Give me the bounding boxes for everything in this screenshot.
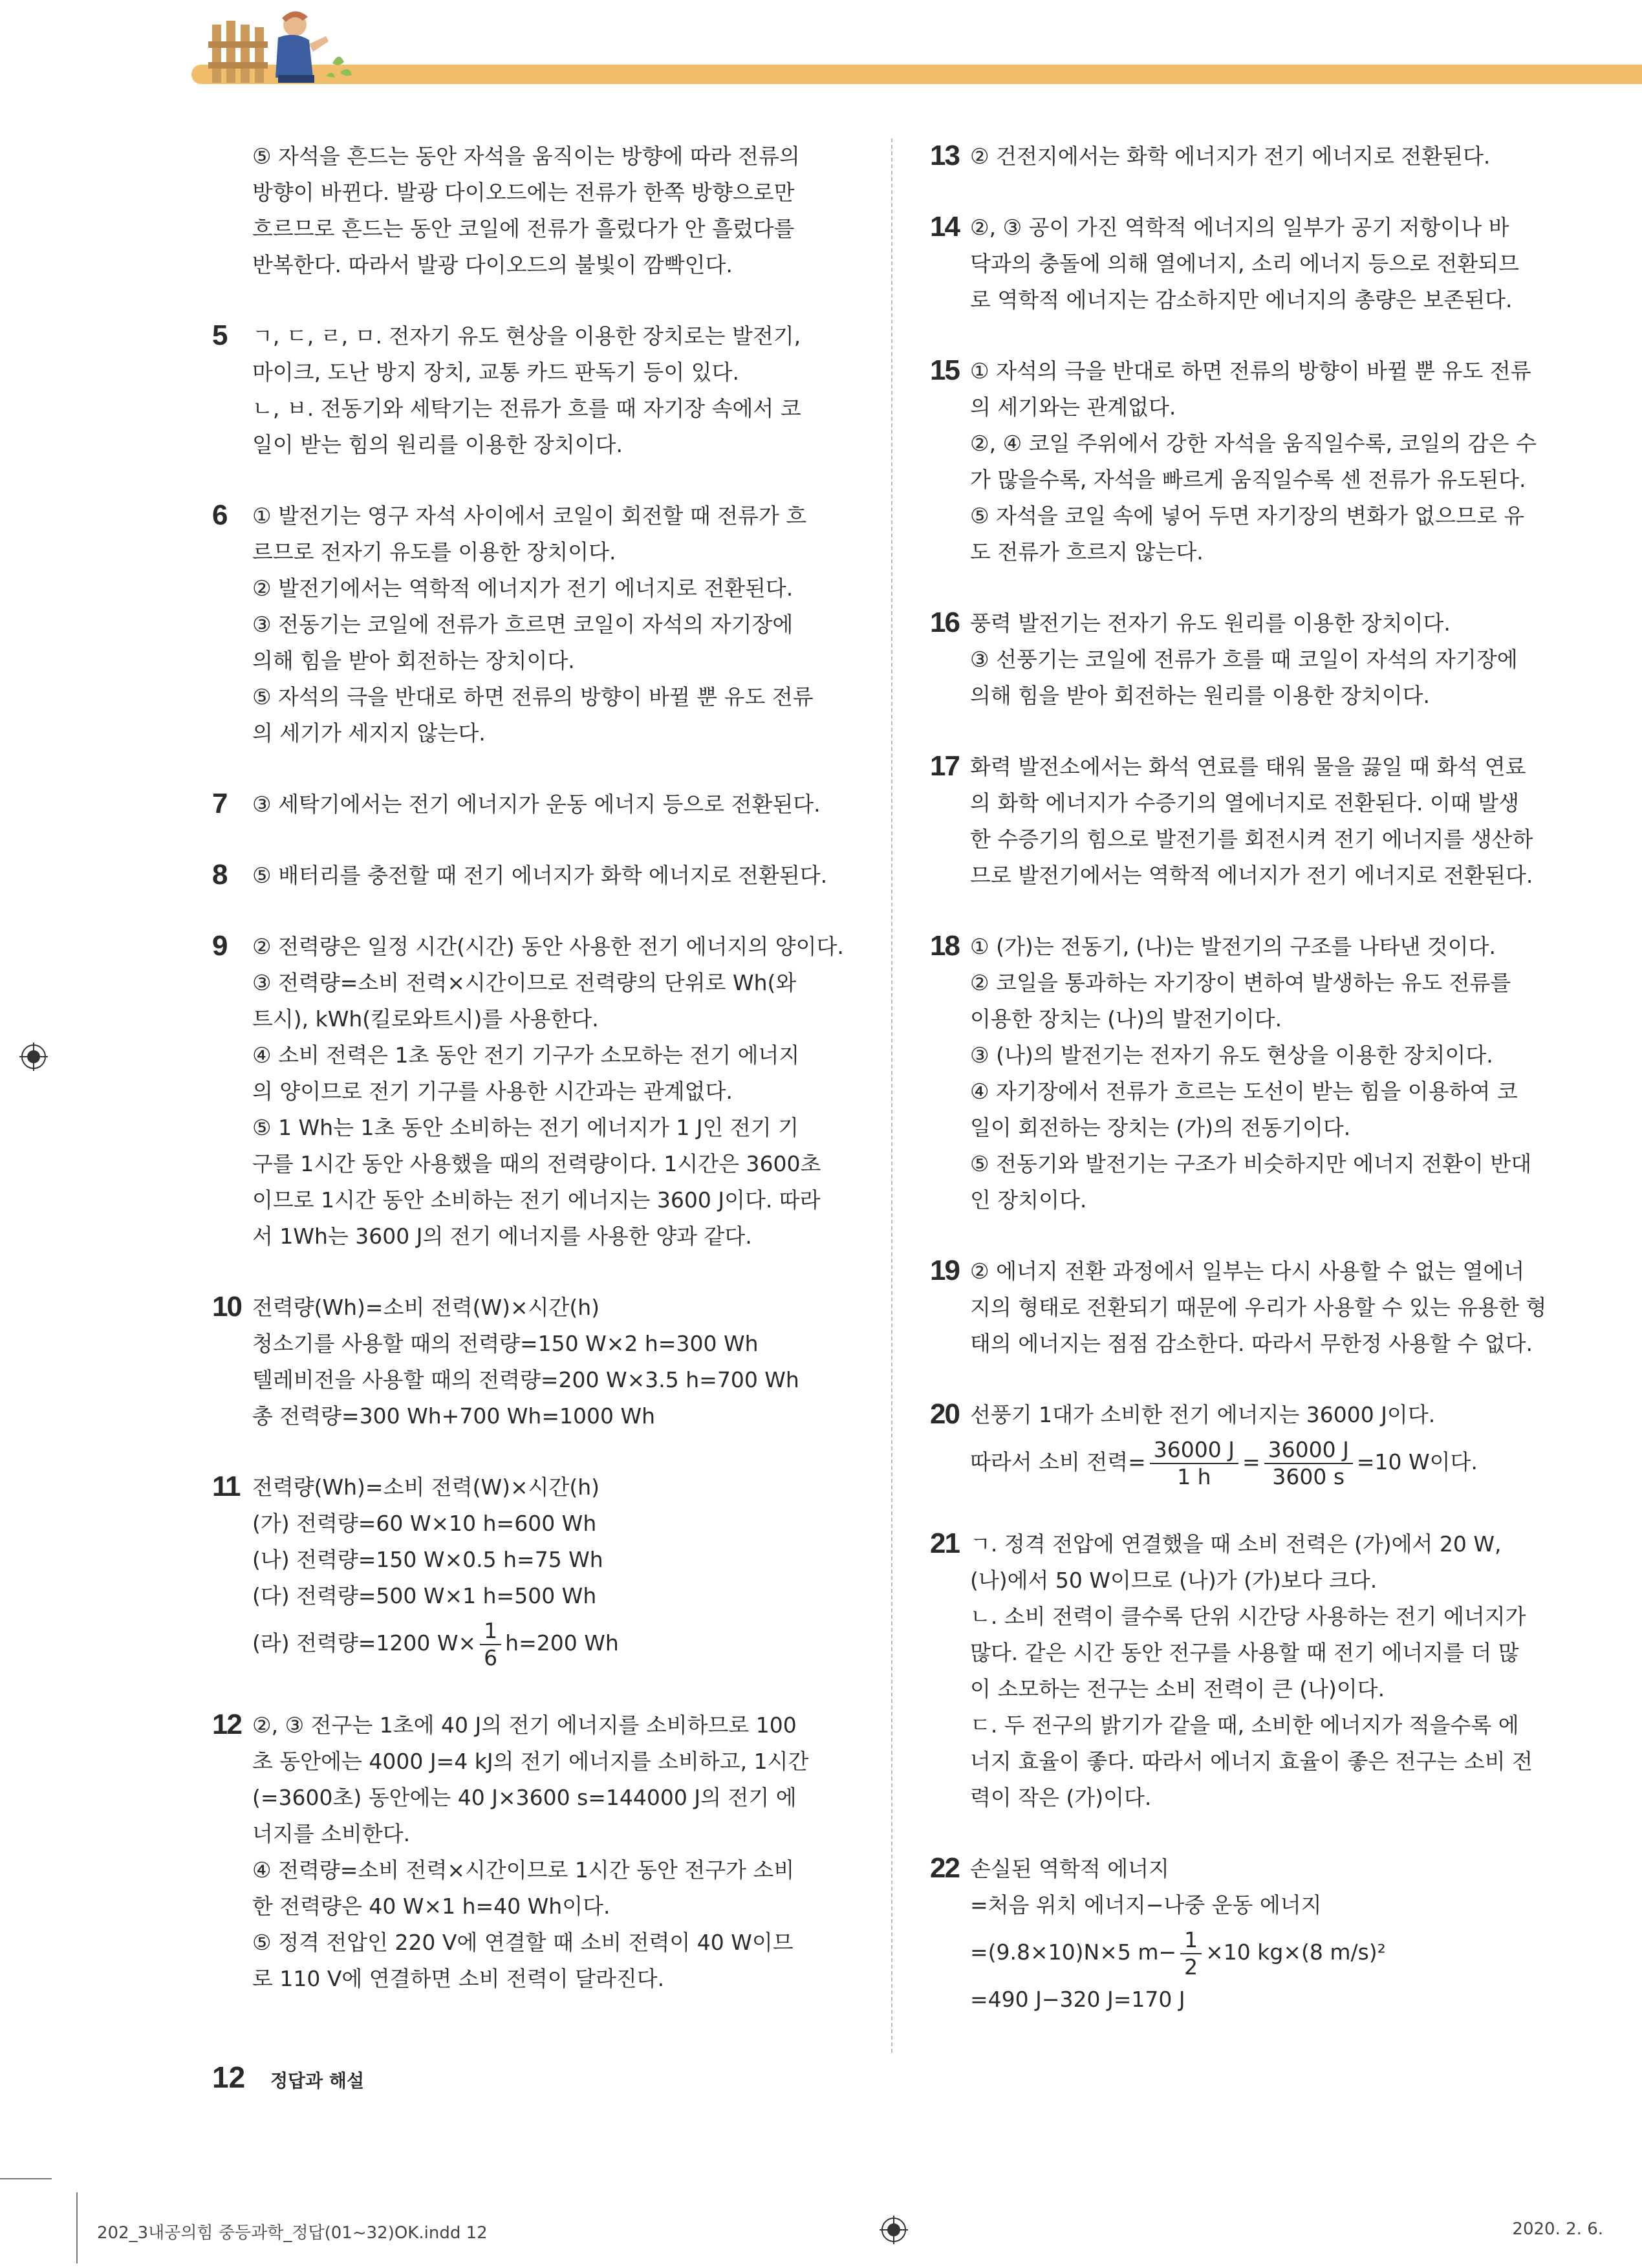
page-number: 12 bbox=[212, 2060, 246, 2094]
item-number: 8 bbox=[212, 859, 227, 891]
answer-item-4-cont: ⑤ 자석을 흔드는 동안 자석을 움직이는 방향에 따라 전류의 방향이 바뀐다. 발광 다이오드에는 전류가 한쪽 방향으로만 흐르므로 흔드는 동안 코일에 전류가 흘렀다가 안 흘렀다를 반복한다. 따라서 발광 다이오드의 불빛이 깜빡인다. bbox=[252, 144, 800, 277]
item-number: 21 bbox=[930, 1528, 959, 1559]
column-divider bbox=[891, 138, 892, 2053]
answer-item-13: 13 ② 건전지에서는 화학 에너지가 전기 에너지로 전환된다. bbox=[930, 140, 1491, 171]
item-number: 20 bbox=[930, 1398, 959, 1430]
fraction: $\frac{36000 J}{3600 s}$ bbox=[1264, 1437, 1353, 1490]
crop-mark bbox=[76, 2192, 78, 2263]
item-number: 9 bbox=[212, 930, 227, 962]
item-number: 5 bbox=[212, 319, 227, 351]
item-number: 11 bbox=[212, 1471, 240, 1502]
fraction: $\frac{36000 J}{1 h}$ bbox=[1150, 1437, 1238, 1490]
answer-item-19: 19 ② 에너지 전환 과정에서 일부는 다시 사용할 수 없는 열에너 지의 형태로 전환되기 때문에 우리가 사용할 수 있는 유용한 형 태의 에너지는 점점 감소한다. 따라서 무한정 사용할 수 없다. bbox=[930, 1255, 1547, 1356]
answer-item-18: 18 ① (가)는 전동기, (나)는 발전기의 구조를 나타낸 것이다. ② 코일을 통과하는 자기장이 변하여 발생하는 유도 전류를 이용한 장치는 (나)의 발전기이다. ③ (나)의 발전기는 전자기 유도 현상을 이용한 장치이다. ④ 자기장에서 전류가 흐르는 도선이 받는 힘을 이용하여 코 일이 회전하는 장치는 (가)의 전동기이다. ⑤ 전동기와 발전기는 구조가 비슷하지만 에너지 전환이 반대 인 장치이다. bbox=[930, 930, 1532, 1213]
footer-label: 정답과 해설 bbox=[270, 2070, 364, 2091]
item-number: 15 bbox=[930, 354, 959, 386]
answer-item-11: 11 전력량(Wh)=소비 전력(W)×시간(h) (가) 전력량=60 W×10 h=600 Wh (나) 전력량=150 W×0.5 h=75 Wh (다) 전력량=500 W×1 h=500 Wh (라) 전력량=1200 W× $\frac{1}{6}$ h=200 Wh bbox=[212, 1469, 852, 1672]
fraction-line: =(9.8×10)N×5 m− $\frac{1}{2}$ ×10 kg×(8 m/s)² bbox=[970, 1927, 1386, 1980]
answer-item-7: 7 ③ 세탁기에서는 전기 에너지가 운동 에너지 등으로 전환된다. bbox=[212, 788, 821, 819]
answer-item-10: 10 전력량(Wh)=소비 전력(W)×시간(h) 청소기를 사용할 때의 전력량=150 W×2 h=300 Wh 텔레비전을 사용할 때의 전력량=200 W×3.5 h=700 Wh 총 전력량=300 Wh+700 Wh=1000 Wh bbox=[212, 1291, 799, 1429]
item-number: 22 bbox=[930, 1852, 959, 1884]
answer-item-8: 8 ⑤ 배터리를 충전할 때 전기 에너지가 화학 에너지로 전환된다. bbox=[212, 859, 828, 891]
answer-item-20: 20 선풍기 1대가 소비한 전기 에너지는 36000 J이다. 따라서 소비 전력= $\frac{36000 J}{1 h}$ = $\frac{36000 J}{3600 s}$ =10 W이다. bbox=[930, 1397, 1577, 1491]
header-accent-bar bbox=[191, 65, 1642, 84]
item-number: 6 bbox=[212, 499, 227, 531]
item-number: 13 bbox=[930, 140, 959, 171]
answer-item-16: 16 풍력 발전기는 전자기 유도 원리를 이용한 장치이다. ③ 선풍기는 코일에 전류가 흐를 때 코일이 자석의 자기장에 의해 힘을 받아 회전하는 원리를 이용한 장치이다. bbox=[930, 607, 1518, 708]
answer-item-6: 6 ① 발전기는 영구 자석 사이에서 코일이 회전할 때 전류가 흐 르므로 전자기 유도를 이용한 장치이다. ② 발전기에서는 역학적 에너지가 전기 에너지로 전환된다. ③ 전동기는 코일에 전류가 흐르면 코일이 자석의 자기장에 의해 힘을 받아 회전하는 장치이다. ⑤ 자석의 극을 반대로 하면 전류의 방향이 바뀔 뿐 유도 전류 의 세기가 세지지 않는다. bbox=[212, 499, 814, 746]
fraction-line: 따라서 소비 전력= $\frac{36000 J}{1 h}$ = $\frac{36000 J}{3600 s}$ =10 W이다. bbox=[970, 1436, 1478, 1489]
slug-date: 2020. 2. 6. bbox=[1512, 2219, 1603, 2239]
item-number: 19 bbox=[930, 1255, 959, 1286]
answer-item-14: 14 ②, ③ 공이 가진 역학적 에너지의 일부가 공기 저항이나 바 닥과의 충돌에 의해 열에너지, 소리 에너지 등으로 전환되므 로 역학적 에너지는 감소하지만 에너지의 총량은 보존된다. bbox=[930, 211, 1519, 312]
answer-item-5: 5 ㄱ, ㄷ, ㄹ, ㅁ. 전자기 유도 현상을 이용한 장치로는 발전기, 마이크, 도난 방지 장치, 교통 카드 판독기 등이 있다. ㄴ, ㅂ. 전동기와 세탁기는 전류가 흐를 때 자기장 속에서 코 일이 받는 힘의 원리를 이용한 장치이다. bbox=[212, 319, 801, 457]
item-number: 18 bbox=[930, 930, 959, 962]
answer-item-15: 15 ① 자석의 극을 반대로 하면 전류의 방향이 바뀔 뿐 유도 전류 의 세기와는 관계없다. ②, ④ 코일 주위에서 강한 자석을 움직일수록, 코일의 감은 수 가 많을수록, 자석을 빠르게 움직일수록 센 전류가 유도된다. ⑤ 자석을 코일 속에 넣어 두면 자기장의 변화가 없으므로 유 도 전류가 흐르지 않는다. bbox=[930, 354, 1537, 565]
crop-mark bbox=[0, 2178, 52, 2179]
left-column bbox=[212, 138, 852, 2032]
answer-item-22: 22 손실된 역학적 에너지 =처음 위치 에너지−나중 운동 에너지 =(9.8×10)N×5 m− $\frac{1}{2}$ ×10 kg×(8 m/s)² =490 J−320 J=170 J bbox=[930, 1851, 1577, 2018]
answer-item-12: 12 ②, ③ 전구는 1초에 40 J의 전기 에너지를 소비하므로 100 초 동안에는 4000 J=4 kJ의 전기 에너지를 소비하고, 1시간 (=3600초) 동안에는 40 J×3600 s=144000 J의 전기 에 너지를 소비한다. ④ 전력량=소비 전력×시간이므로 1시간 동안 전구가 소비 한 전력량은 40 W×1 h=40 Wh이다. ⑤ 정격 전압인 220 V에 연결할 때 소비 전력이 40 W이므 로 110 V에 연결하면 소비 전력이 달라진다. bbox=[212, 1709, 809, 1991]
registration-mark-icon bbox=[19, 1042, 48, 1071]
fraction: $\frac{1}{6}$ bbox=[480, 1618, 501, 1671]
answer-item-21: 21 ㄱ. 정격 전압에 연결했을 때 소비 전력은 (가)에서 20 W, (나)에서 50 W이므로 (나)가 (가)보다 크다. ㄴ. 소비 전력이 클수록 단위 시간당 사용하는 전기 에너지가 많다. 같은 시간 동안 전구를 사용할 때 전기 에너지를 더 많 이 소모하는 전구는 소비 전력이 큰 (나)이다. ㄷ. 두 전구의 밝기가 같을 때, 소비한 에너지가 적을수록 에 너지 효율이 좋다. 따라서 에너지 효율이 좋은 전구는 소비 전 력이 작은 (가)이다. bbox=[930, 1528, 1533, 1810]
item-number: 14 bbox=[930, 211, 959, 243]
right-column bbox=[930, 138, 1577, 2053]
slug-filename: 202_3내공의힘 중등과학_정답(01~32)OK.indd 12 bbox=[97, 2223, 488, 2243]
answer-item-17: 17 화력 발전소에서는 화석 연료를 태워 물을 끓일 때 화석 연료 의 화학 에너지가 수증기의 열에너지로 전환된다. 이때 발생 한 수증기의 힘으로 발전기를 회전시켜 전기 에너지를 생산하 므로 발전기에서는 역학적 에너지가 전기 에너지로 전환된다. bbox=[930, 750, 1533, 888]
fraction: $\frac{1}{2}$ bbox=[1180, 1927, 1202, 1980]
item-number: 17 bbox=[930, 750, 959, 782]
item-number: 12 bbox=[212, 1709, 241, 1740]
answer-item-9: 9 ② 전력량은 일정 시간(시간) 동안 사용한 전기 에너지의 양이다. ③ 전력량=소비 전력×시간이므로 전력량의 단위로 Wh(와 트시), kWh(킬로와트시)를 사용한다. ④ 소비 전력은 1초 동안 전기 기구가 소모하는 전기 에너지 의 양이므로 전기 기구를 사용한 시간과는 관계없다. ⑤ 1 Wh는 1초 동안 소비하는 전기 에너지가 1 J인 전기 기 구를 1시간 동안 사용했을 때의 전력량이다. 1시간은 3600초 이므로 1시간 동안 소비하는 전기 에너지는 3600 J이다. 따라 서 1Wh는 3600 J의 전기 에너지를 사용한 양과 같다. bbox=[212, 930, 844, 1249]
item-number: 10 bbox=[212, 1291, 241, 1323]
item-number: 7 bbox=[212, 788, 227, 819]
item-number: 16 bbox=[930, 607, 959, 638]
gardener-illustration-icon bbox=[206, 5, 354, 84]
fraction-line: (라) 전력량=1200 W× $\frac{1}{6}$ h=200 Wh bbox=[252, 1617, 619, 1670]
registration-mark-icon bbox=[880, 2216, 908, 2244]
